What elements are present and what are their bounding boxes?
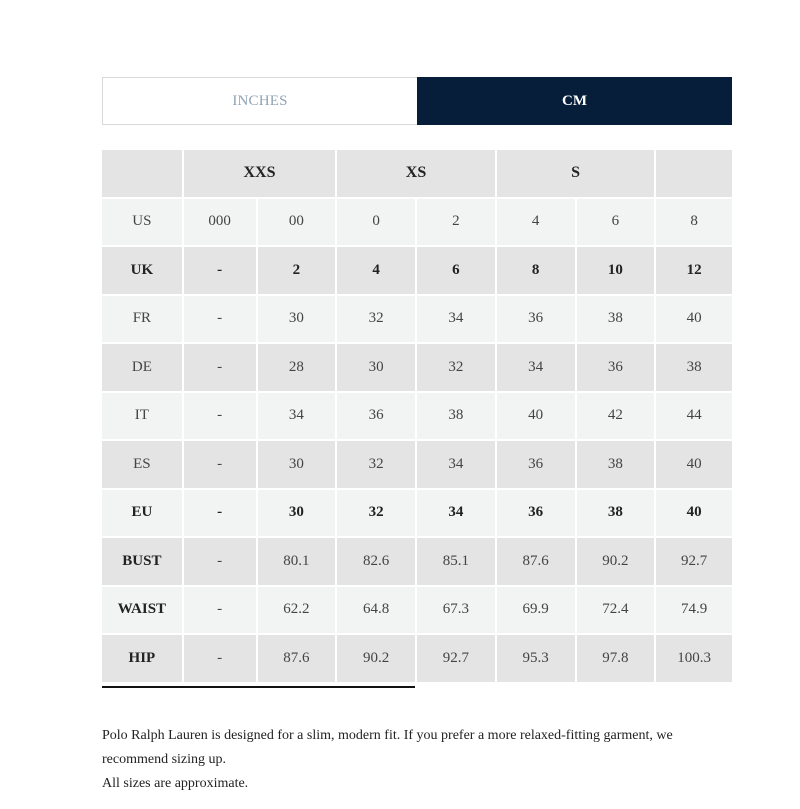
table-cell: - xyxy=(184,441,256,488)
row-label: US xyxy=(102,199,182,246)
table-cell: 74.9 xyxy=(656,587,732,634)
row-label: WAIST xyxy=(102,587,182,634)
table-row xyxy=(102,296,732,343)
table-cell: 32 xyxy=(337,490,415,537)
table-cell: 44 xyxy=(656,393,732,440)
table-cell: 34 xyxy=(497,344,575,391)
table-cell: - xyxy=(184,587,256,634)
table-cell: - xyxy=(184,393,256,440)
table-cell: 34 xyxy=(417,441,495,488)
table-cell: 82.6 xyxy=(337,538,415,585)
table-cell: 32 xyxy=(337,296,415,343)
table-cell: 62.2 xyxy=(258,587,336,634)
table-cell: 80.1 xyxy=(258,538,336,585)
table-cell: - xyxy=(184,635,256,682)
unit-toggle xyxy=(102,77,732,125)
table-row xyxy=(102,199,732,246)
table-cell: 4 xyxy=(337,247,415,294)
size-group-xxs: XXS xyxy=(184,150,336,197)
row-label: EU xyxy=(102,490,182,537)
table-cell: 2 xyxy=(258,247,336,294)
table-cell: 87.6 xyxy=(258,635,336,682)
size-group-s: S xyxy=(497,150,655,197)
table-cell: 67.3 xyxy=(417,587,495,634)
cm-tab[interactable]: CM xyxy=(417,77,732,125)
table-cell: 38 xyxy=(577,490,655,537)
table-row xyxy=(102,393,732,440)
table-cell: - xyxy=(184,538,256,585)
table-row xyxy=(102,538,732,585)
table-cell: 87.6 xyxy=(497,538,575,585)
table-cell: 34 xyxy=(417,296,495,343)
row-label: HIP xyxy=(102,635,182,682)
table-cell: 30 xyxy=(258,490,336,537)
table-cell: 36 xyxy=(337,393,415,440)
table-cell: 40 xyxy=(656,441,732,488)
table-cell: 12 xyxy=(656,247,732,294)
table-cell: 36 xyxy=(497,296,575,343)
table-cell: 38 xyxy=(577,296,655,343)
table-cell: 00 xyxy=(258,199,336,246)
table-cell: 36 xyxy=(497,490,575,537)
size-group-blank xyxy=(656,150,732,197)
size-group-xs: XS xyxy=(337,150,495,197)
table-row xyxy=(102,441,732,488)
table-cell: 40 xyxy=(656,296,732,343)
table-cell: 34 xyxy=(417,490,495,537)
table-row xyxy=(102,344,732,391)
table-cell: 95.3 xyxy=(497,635,575,682)
table-cell: 90.2 xyxy=(337,635,415,682)
approx-note-text: All sizes are approximate. xyxy=(102,776,249,791)
size-chart-table xyxy=(102,150,732,684)
row-label: UK xyxy=(102,247,182,294)
table-cell: 38 xyxy=(417,393,495,440)
table-cell: - xyxy=(184,490,256,537)
table-cell: 40 xyxy=(497,393,575,440)
table-cell: 38 xyxy=(577,441,655,488)
size-group-header-row xyxy=(102,150,732,197)
table-cell: 32 xyxy=(337,441,415,488)
table-cell: 6 xyxy=(417,247,495,294)
table-cell: 100.3 xyxy=(656,635,732,682)
table-cell: 8 xyxy=(497,247,575,294)
header-corner-cell xyxy=(102,150,182,197)
table-cell: 4 xyxy=(497,199,575,246)
table-cell: 0 xyxy=(337,199,415,246)
table-cell: - xyxy=(184,296,256,343)
active-tab-underline xyxy=(102,686,415,688)
table-cell: 32 xyxy=(417,344,495,391)
table-cell: 28 xyxy=(258,344,336,391)
table-row xyxy=(102,587,732,634)
table-row xyxy=(102,635,732,682)
table-cell: 10 xyxy=(577,247,655,294)
table-cell: 97.8 xyxy=(577,635,655,682)
table-cell: 30 xyxy=(258,296,336,343)
table-cell: 92.7 xyxy=(417,635,495,682)
table-cell: 30 xyxy=(337,344,415,391)
row-label: IT xyxy=(102,393,182,440)
table-cell: 2 xyxy=(417,199,495,246)
table-cell: - xyxy=(184,247,256,294)
table-row xyxy=(102,247,732,294)
table-cell: 36 xyxy=(497,441,575,488)
table-cell: 34 xyxy=(258,393,336,440)
table-cell: 30 xyxy=(258,441,336,488)
table-row xyxy=(102,490,732,537)
table-cell: 72.4 xyxy=(577,587,655,634)
table-cell: 38 xyxy=(656,344,732,391)
table-cell: 42 xyxy=(577,393,655,440)
row-label: FR xyxy=(102,296,182,343)
row-label: ES xyxy=(102,441,182,488)
table-cell: 40 xyxy=(656,490,732,537)
table-cell: 69.9 xyxy=(497,587,575,634)
table-cell: 36 xyxy=(577,344,655,391)
table-cell: 8 xyxy=(656,199,732,246)
inches-tab[interactable]: INCHES xyxy=(102,77,417,125)
table-cell: 000 xyxy=(184,199,256,246)
fit-note xyxy=(102,724,702,796)
fit-note-text: Polo Ralph Lauren is designed for a slim, modern fit. If you prefer a more relaxed-fitting garment, we recommend sizing up. xyxy=(102,728,673,767)
table-cell: - xyxy=(184,344,256,391)
table-cell: 92.7 xyxy=(656,538,732,585)
table-cell: 90.2 xyxy=(577,538,655,585)
row-label: DE xyxy=(102,344,182,391)
table-cell: 85.1 xyxy=(417,538,495,585)
table-cell: 6 xyxy=(577,199,655,246)
table-cell: 64.8 xyxy=(337,587,415,634)
row-label: BUST xyxy=(102,538,182,585)
